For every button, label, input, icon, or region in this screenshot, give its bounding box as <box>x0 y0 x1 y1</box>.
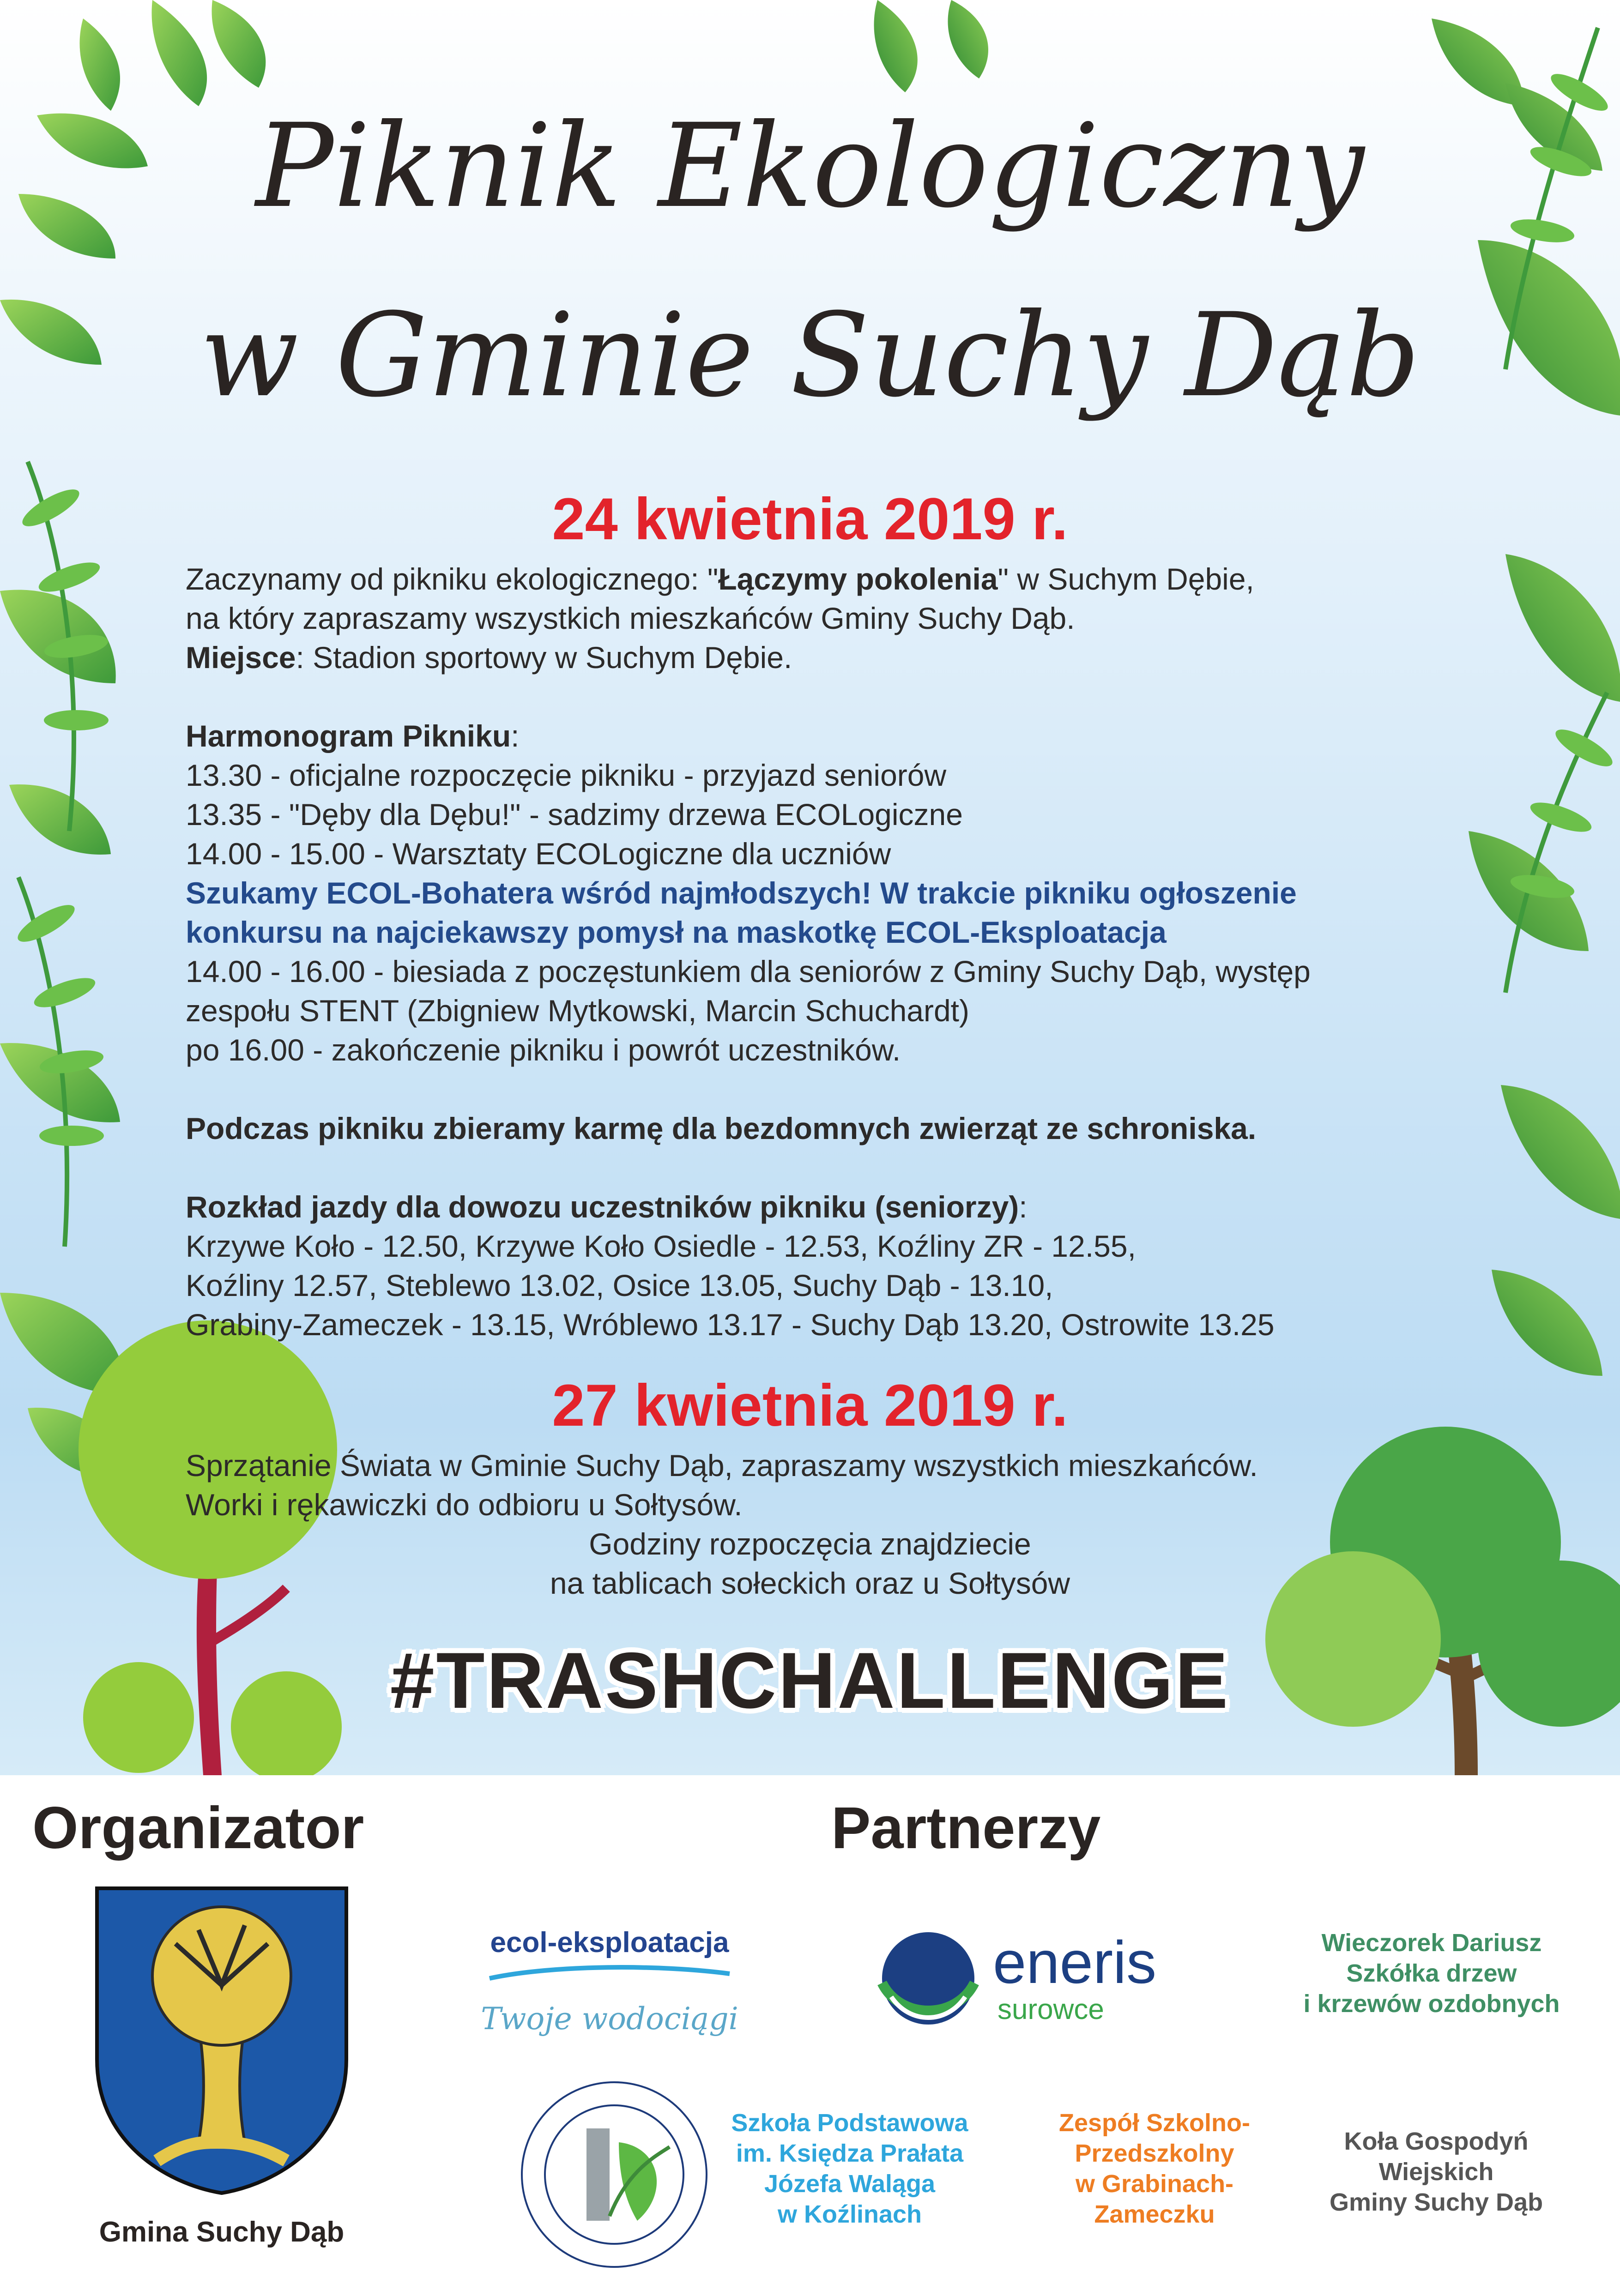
sponsors-section <box>0 1775 1620 2296</box>
organizer-name: Gmina Suchy Dąb <box>99 2216 345 2248</box>
school-seal-logo <box>517 2078 711 2272</box>
intro-line-2: na który zapraszamy wszystkich mieszkańców Gminy Suchy Dąb. <box>186 601 1075 635</box>
highlight-line-1: Szukamy ECOL-Bohatera wśród najmłodszych! W trakcie pikniku ogłoszenie <box>186 876 1297 910</box>
event1-body <box>186 560 1442 1344</box>
hashtag: #TRASHCHALLENGE <box>390 1636 1230 1725</box>
schedule-heading: Harmonogram Pikniku: <box>186 719 520 753</box>
ecol-logo-text: ecol-eksploatacja <box>490 1927 729 1959</box>
ecol-slogan: Twoje wodociągi <box>481 2001 738 2037</box>
bus-line: Krzywe Koło - 12.50, Krzywe Koło Osiedle - 12.53, Koźliny ZR - 12.55, <box>186 1229 1136 1263</box>
eneris-logo-text: eneris <box>993 1928 1157 1996</box>
food-note: Podczas pikniku zbieramy karmę dla bezdomnych zwierząt ze schroniska. <box>186 1111 1257 1145</box>
event2-center-2: na tablicach sołeckich oraz u Sołtysów <box>550 1566 1070 1600</box>
bus-line: Koźliny 12.57, Steblewo 13.02, Osice 13.05, Suchy Dąb - 13.10, <box>186 1268 1053 1302</box>
event2-date: 27 kwietnia 2019 r. <box>552 1373 1068 1439</box>
eneris-logo-icon <box>873 1928 988 2029</box>
place-line: Miejsce: Stadion sportowy w Suchym Dębie. <box>186 640 792 675</box>
eneris-subtitle: surowce <box>997 1994 1104 2025</box>
schedule-item: po 16.00 - zakończenie pikniku i powrót uczestników. <box>186 1033 901 1067</box>
event1-date: 24 kwietnia 2019 r. <box>552 486 1068 552</box>
kola-logo-text: Koła Gospodyń Wiejskich Gminy Suchy Dąb <box>1329 2127 1543 2216</box>
bus-line: Grabiny-Zameczek - 13.15, Wróblewo 13.17 - Suchy Dąb 13.20, Ostrowite 13.25 <box>186 1308 1275 1342</box>
event2-line-1: Sprzątanie Świata w Gminie Suchy Dąb, zapraszamy wszystkich mieszkańców. <box>186 1448 1258 1482</box>
schedule-item: 13.35 - "Dęby dla Dębu!" - sadzimy drzewa ECOLogiczne <box>186 797 963 832</box>
bus-heading: Rozkład jazdy dla dowozu uczestników pikniku (seniorzy): <box>186 1190 1028 1224</box>
organizer-heading: Organizator <box>32 1795 364 1861</box>
event2-body <box>186 1446 1442 1525</box>
zespol-logo-text: Zespół Szkolno- Przedszkolny w Grabinach- Zameczku <box>1058 2109 1251 2228</box>
schedule-item: 14.00 - 16.00 - biesiada z poczęstunkiem dla seniorów z Gminy Suchy Dąb, występ <box>186 954 1311 988</box>
ecol-swoosh-icon <box>485 1960 734 1988</box>
intro-line-1: Zaczynamy od pikniku ekologicznego: "Łączymy pokolenia" w Suchym Dębie, <box>186 562 1254 596</box>
schedule-item: 14.00 - 15.00 - Warsztaty ECOLogiczne dla uczniów <box>186 837 891 871</box>
event2-line-2: Worki i rękawiczki do odbioru u Sołtysów. <box>186 1488 743 1522</box>
title-line-2: w Gminie Suchy Dąb <box>199 288 1421 422</box>
event2-center-1: Godziny rozpoczęcia znajdziecie <box>589 1527 1031 1561</box>
szkola-logo-text: Szkoła Podstawowa im. Księdza Prałata Józefa Waląga w Koźlinach <box>731 2109 968 2228</box>
wieczorek-logo-text: Wieczorek Dariusz Szkółka drzew i krzewów ozdobnych <box>1303 1929 1560 2018</box>
partners-heading: Partnerzy <box>831 1795 1101 1861</box>
title-line-1: Piknik Ekologiczny <box>255 99 1365 233</box>
schedule-item: zespołu STENT (Zbigniew Mytkowski, Marcin Schuchardt) <box>186 994 969 1028</box>
coat-of-arms-logo <box>92 1884 351 2198</box>
highlight-line-2: konkursu na najciekawszy pomysł na maskotkę ECOL-Eksploatacja <box>186 915 1167 949</box>
schedule-item: 13.30 - oficjalne rozpoczęcie pikniku - przyjazd seniorów <box>186 758 947 792</box>
